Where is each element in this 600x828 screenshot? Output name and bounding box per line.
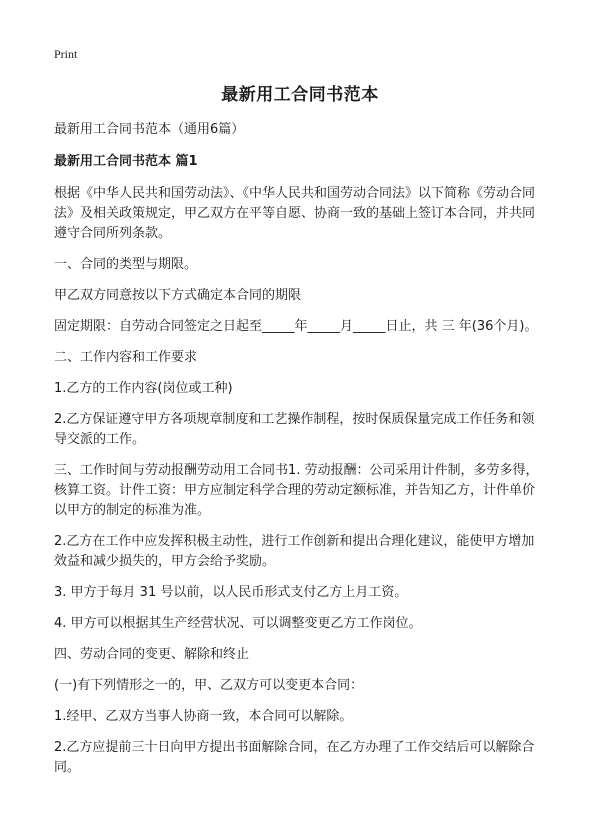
paragraph: 2.乙方在工作中应发挥积极主动性，进行工作创新和提出合理化建议，能使甲方增加效益和减少损失的，甲方会给予奖励。 xyxy=(54,534,535,569)
paragraph: 三、工作时间与劳动报酬劳动用工合同书1. 劳动报酬：公司采用计件制，多劳多得，核算工资。计件工资：甲方应制定科学合理的劳动定额标准，并告知乙方，计件单价以甲方的制定的标准为准。 xyxy=(54,463,539,518)
paragraph: 1.乙方的工作内容(岗位或工种) xyxy=(54,381,233,396)
paragraph: 3. 甲方于每月 31 号以前，以人民币形式支付乙方上月工资。 xyxy=(54,585,408,600)
paragraph: 四、劳动合同的变更、解除和终止 xyxy=(54,647,250,662)
section-heading: 最新用工合同书范本 篇1 xyxy=(54,154,198,169)
paragraph: 根据《中华人民共和国劳动法》、《中华人民共和国劳动合同法》以下简称《劳动合同法》及相关政策规定，甲乙双方在平等自愿、协商一致的基础上签订本合同，并共同遵守合同所列条款。 xyxy=(54,186,536,241)
document-body xyxy=(54,120,546,789)
print-label: Print xyxy=(54,47,78,61)
paragraph: 二、工作内容和工作要求 xyxy=(54,350,198,365)
paragraph: 4. 甲方可以根据其生产经营状况、可以调整变更乙方工作岗位。 xyxy=(54,616,422,631)
paragraph: (一)有下列情形之一的，甲、乙双方可以变更本合同： xyxy=(54,678,364,693)
page-title: 最新用工合同书范本 xyxy=(221,85,379,105)
paragraph: 2.乙方保证遵守甲方各项规章制度和工艺操作制程，按时保质保量完成工作任务和领导交派的工作。 xyxy=(54,412,535,447)
paragraph: 1.经甲、乙双方当事人协商一致，本合同可以解除。 xyxy=(54,709,353,724)
paragraph: 固定期限：自劳动合同签定之日起至_____年_____月_____日止，共 三 年(36个月)。 xyxy=(54,319,538,334)
document-subtitle: 最新用工合同书范本（通用6篇） xyxy=(54,122,245,137)
paragraph: 甲乙双方同意按以下方式确定本合同的期限 xyxy=(54,288,302,303)
paragraph: 一、合同的类型与期限。 xyxy=(54,257,198,272)
paragraph: 2.乙方应提前三十日向甲方提出书面解除合同，在乙方办理了工作交结后可以解除合同。 xyxy=(54,740,535,775)
